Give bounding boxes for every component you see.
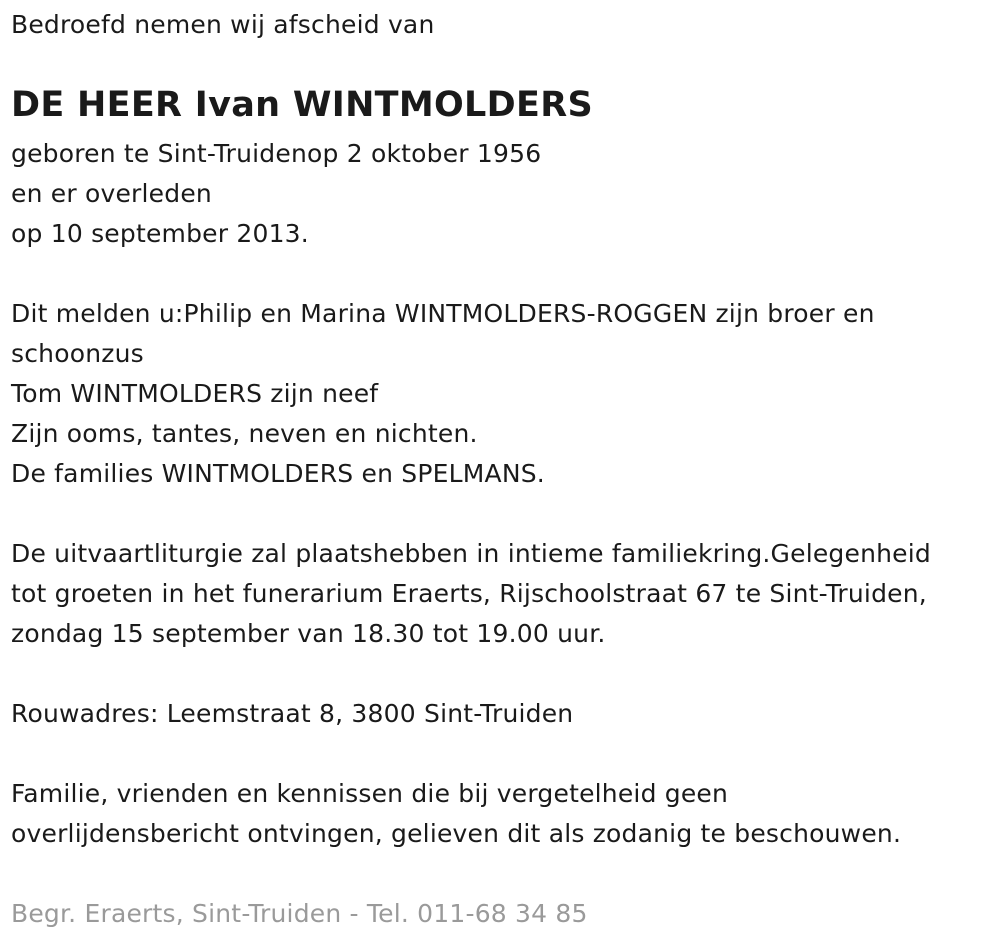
liturgy-section [11, 534, 931, 654]
family-line: Zijn ooms, tantes, neven en nichten. [11, 419, 478, 448]
notice-section [11, 774, 901, 854]
notice-line: Familie, vrienden en kennissen die bij vergetelheid geen [11, 779, 729, 808]
birth-death-section [11, 134, 541, 254]
deceased-name: DE HEER Ivan WINTMOLDERS [11, 85, 593, 125]
death-place-line: en er overleden [11, 179, 212, 208]
liturgy-line: zondag 15 september van 18.30 tot 19.00 uur. [11, 619, 606, 648]
death-date-line: op 10 september 2013. [11, 219, 309, 248]
family-line: Dit melden u:Philip en Marina WINTMOLDERS-ROGGEN zijn broer en [11, 299, 875, 328]
family-line: De families WINTMOLDERS en SPELMANS. [11, 459, 545, 488]
family-line: Tom WINTMOLDERS zijn neef [11, 379, 379, 408]
birth-line: geboren te Sint-Truidenop 2 oktober 1956 [11, 139, 542, 168]
notice-line: overlijdensbericht ontvingen, gelieven dit als zodanig te beschouwen. [11, 819, 902, 848]
mourning-address: Rouwadres: Leemstraat 8, 3800 Sint-Truiden [11, 699, 574, 728]
liturgy-line: De uitvaartliturgie zal plaatshebben in intieme familiekring.Gelegenheid [11, 539, 931, 568]
mourning-address-section [11, 694, 573, 734]
funeral-home-footer: Begr. Eraerts, Sint-Truiden - Tel. 011-68 34 85 [11, 899, 588, 928]
family-line: schoonzus [11, 339, 144, 368]
family-section [11, 294, 875, 494]
liturgy-line: tot groeten in het funerarium Eraerts, Rijschoolstraat 67 te Sint-Truiden, [11, 579, 927, 608]
intro-text: Bedroefd nemen wij afscheid van [11, 10, 435, 39]
